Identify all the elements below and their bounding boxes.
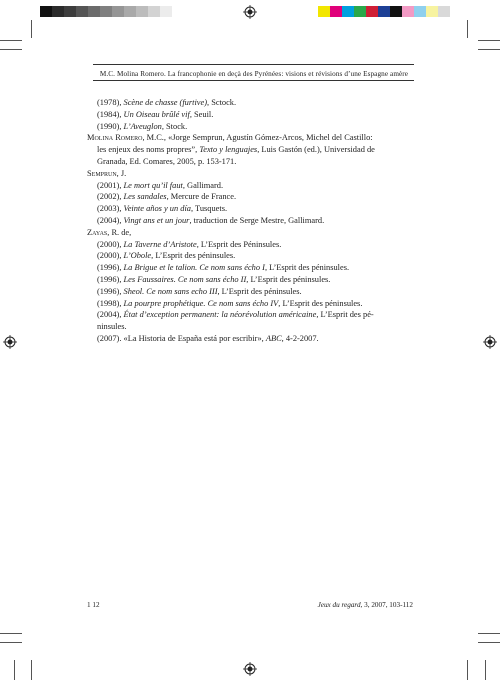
entry-title: Vingt ans et un jour	[123, 215, 190, 225]
running-header: M.C. Molina Romero. La francophonie en deçà des Pyrénées: visions et révisions d’une Espagne amère	[99, 70, 409, 78]
entry-publisher: , Stock.	[161, 121, 188, 131]
entry-year: (1998),	[97, 298, 124, 308]
crop-mark	[0, 633, 22, 634]
entry-publisher: , traduction de Serge Mestre, Gallimard.	[189, 215, 325, 225]
gray-swatch	[76, 6, 88, 17]
entry-title: La Taverne d’Aristote	[123, 239, 197, 249]
color-swatch	[390, 6, 402, 17]
entry-year: (1996),	[97, 263, 124, 273]
entry-year: (1996),	[97, 286, 124, 296]
entry-author-initials: , J.	[116, 168, 127, 178]
entry-title: Veinte años y un día	[123, 204, 191, 214]
entry-article-text: Granada, Ed. Comares, 2005, p. 153-171.	[97, 156, 237, 166]
crop-mark	[0, 49, 22, 50]
entry-year: (1984),	[97, 109, 124, 119]
entry-article-text: , Luis Gastón (ed.), Universidad de	[257, 145, 375, 155]
bibliography-work-entry	[87, 109, 415, 121]
registration-mark-icon	[243, 662, 257, 676]
bibliography-work-entry	[87, 121, 415, 133]
crop-mark	[31, 660, 32, 680]
gray-swatch	[100, 6, 112, 17]
bibliography-work-entry	[87, 180, 415, 192]
entry-year: (2000),	[97, 251, 124, 261]
bibliography-work-entry	[87, 286, 415, 298]
entry-year: (2004),	[97, 215, 124, 225]
bibliography	[87, 97, 415, 345]
entry-publisher: , L’Esprit des Péninsules.	[196, 239, 282, 249]
entry-publisher: , Mercure de France.	[166, 192, 237, 202]
entry-title: Scène de chasse (furtive)	[123, 98, 207, 107]
entry-title: Le mort qu’il faut	[123, 180, 183, 190]
entry-author: Semprun	[87, 168, 117, 178]
color-swatch	[438, 6, 450, 17]
entry-publisher: , L’Esprit des péninsules.	[264, 263, 350, 273]
journal-title: Jeux du regard	[317, 601, 361, 609]
bibliography-author-entry	[87, 227, 415, 239]
crop-mark	[31, 20, 32, 38]
entry-article-line2	[87, 144, 415, 156]
bibliography-author-entry	[87, 168, 415, 180]
gray-swatch	[88, 6, 100, 17]
gray-swatch	[148, 6, 160, 17]
entry-article-line1: , M.C., «Jorge Semprun, Agustín Gómez-Arcos, Michel del Castillo:	[142, 133, 373, 143]
registration-mark-icon	[243, 5, 257, 19]
crop-mark	[478, 642, 500, 643]
bibliography-work-entry	[87, 274, 415, 286]
entry-title: Les sandales	[123, 192, 167, 202]
color-swatch	[414, 6, 426, 17]
entry-author-initials: , R. de,	[107, 227, 132, 237]
entry-publisher: , L’Esprit des péninsules.	[278, 298, 363, 308]
entry-title: État d’exception permanent: la néorévolution américaine	[123, 310, 317, 320]
bibliography-work-entry	[87, 97, 415, 109]
entry-year: (2001),	[97, 180, 124, 190]
crop-mark	[14, 660, 15, 680]
gray-swatch	[52, 6, 64, 17]
bibliography-work-entry	[87, 203, 415, 215]
color-swatch	[378, 6, 390, 17]
header-top-rule	[93, 64, 414, 65]
gray-swatch	[136, 6, 148, 17]
color-swatch	[354, 6, 366, 17]
crop-mark	[0, 642, 22, 643]
entry-publisher: , Sctock.	[207, 98, 237, 107]
color-swatch	[426, 6, 438, 17]
journal-citation	[318, 601, 413, 609]
entry-year: (2003),	[97, 204, 124, 214]
entry-year: (1978),	[97, 98, 124, 107]
journal-issue: , 3, 2007, 103-112	[360, 601, 413, 609]
bibliography-work-entry	[87, 239, 415, 251]
entry-title: Sheol. Ce nom sans echo III	[123, 286, 218, 296]
entry-title: Un Oiseau brûlé vif	[123, 109, 190, 119]
color-swatch	[318, 6, 330, 17]
entry-year: (2007). «La Historia de España está por escribir»,	[97, 333, 266, 343]
entry-title: La Brigue et le talion. Ce nom sans écho I	[123, 263, 265, 273]
gray-calibration-bar	[40, 6, 172, 17]
bibliography-work-entry	[87, 250, 415, 262]
crop-mark	[478, 40, 500, 41]
entry-year: (2000),	[97, 239, 124, 249]
crop-mark	[478, 49, 500, 50]
gray-swatch	[112, 6, 124, 17]
color-swatch	[402, 6, 414, 17]
entry-year: (1990),	[97, 121, 124, 131]
entry-publisher: , L’Esprit des péninsules.	[217, 286, 302, 296]
entry-title: L’Aveuglon	[123, 121, 162, 131]
gray-swatch	[40, 6, 52, 17]
entry-publisher: , L’Esprit des pé-	[316, 310, 374, 320]
bibliography-work-entry	[87, 333, 415, 345]
gray-swatch	[160, 6, 172, 17]
bibliography-work-entry	[87, 215, 415, 227]
entry-title: L’Obole	[123, 251, 152, 261]
entry-year: (2002),	[97, 192, 124, 202]
entry-publisher: , L’Esprit des péninsules.	[151, 251, 236, 261]
entry-title: ABC	[265, 333, 282, 343]
entry-year: (2004),	[97, 310, 124, 320]
entry-publisher: , Gallimard.	[182, 180, 224, 190]
bibliography-work-entry	[87, 298, 415, 310]
entry-continuation: ninsules.	[97, 322, 127, 332]
bibliography-work-entry	[87, 262, 415, 274]
header-bottom-rule	[93, 80, 414, 81]
color-swatch	[366, 6, 378, 17]
color-swatch	[330, 6, 342, 17]
entry-author: Molina Romero	[87, 133, 143, 143]
entry-author: Zayas	[87, 227, 108, 237]
crop-mark	[485, 660, 486, 680]
entry-article-line3	[87, 156, 415, 168]
entry-article-text: les enjeux des noms propres”,	[97, 145, 200, 155]
entry-publisher: , L’Esprit des péninsules.	[246, 274, 331, 284]
entry-publisher: , Tusquets.	[190, 204, 228, 214]
bibliography-work-entry	[87, 191, 415, 203]
registration-mark-icon	[483, 335, 497, 349]
entry-publisher: , 4-2-2007.	[281, 333, 319, 343]
entry-year: (1996),	[97, 274, 124, 284]
entry-publisher: , Seuil.	[189, 109, 214, 119]
entry-book-title: Texto y lenguajes	[199, 145, 258, 155]
registration-mark-icon	[3, 335, 17, 349]
page-number: 1 12	[87, 601, 100, 609]
gray-swatch	[124, 6, 136, 17]
bibliography-article-entry	[87, 132, 415, 167]
entry-title: Les Faussaires. Ce nom sans écho II	[123, 274, 247, 284]
color-swatch	[342, 6, 354, 17]
crop-mark	[478, 633, 500, 634]
crop-mark	[467, 660, 468, 680]
gray-swatch	[64, 6, 76, 17]
color-calibration-bar	[318, 6, 450, 17]
entry-title: La pourpre prophétique. Ce nom sans écho IV	[123, 298, 279, 308]
crop-mark	[0, 40, 22, 41]
crop-mark	[467, 20, 468, 38]
bibliography-work-entry	[87, 309, 415, 333]
